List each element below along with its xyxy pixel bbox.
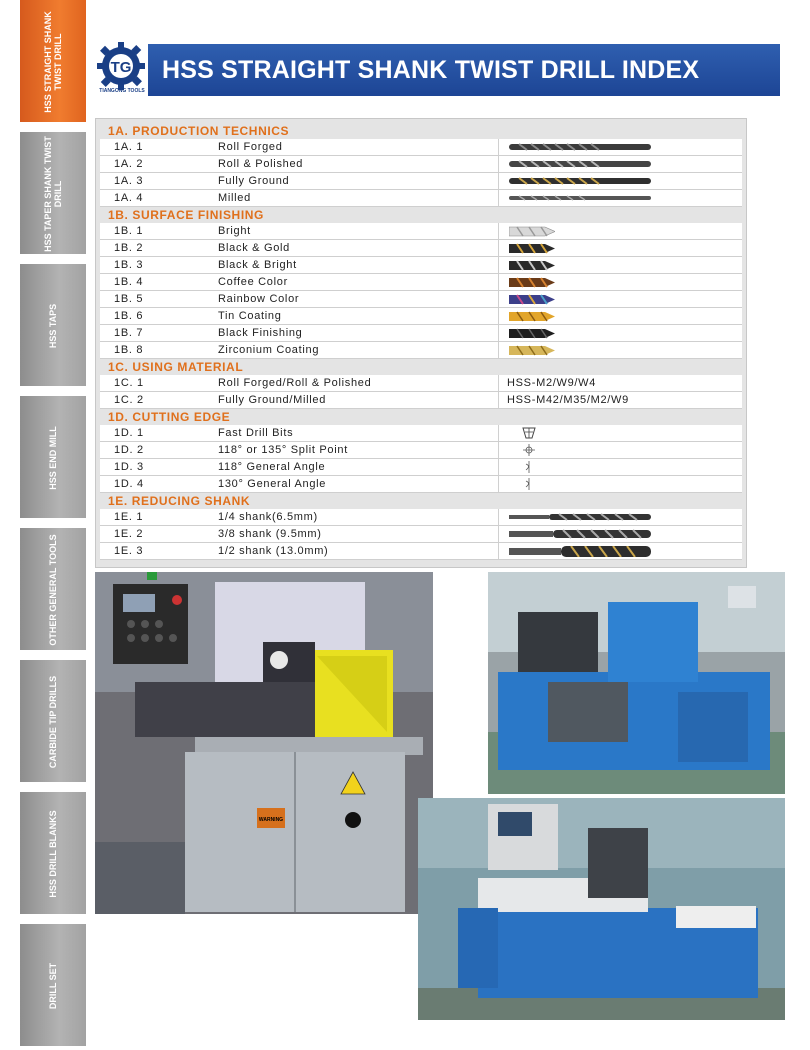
drill-tip-bright-icon bbox=[509, 226, 555, 237]
logo-mark: TG bbox=[110, 59, 132, 76]
row-code: 1C. 1 bbox=[114, 377, 144, 389]
split-point-icon bbox=[521, 443, 537, 457]
tab-label: OTHER GENERAL TOOLS bbox=[48, 534, 58, 646]
drill-tip-black-gold-icon bbox=[509, 243, 555, 254]
tab-label: DRILL SET bbox=[48, 962, 58, 1010]
row-code: 1B. 2 bbox=[114, 242, 144, 254]
table-row bbox=[100, 291, 742, 308]
table-row bbox=[100, 425, 742, 442]
long-drill-gold-icon bbox=[509, 176, 651, 186]
row-code: 1D. 1 bbox=[114, 427, 144, 439]
row-code: 1A. 3 bbox=[114, 175, 144, 187]
row-desc: Roll & Polished bbox=[218, 158, 304, 170]
tab-label: HSS TAPS bbox=[48, 303, 58, 349]
drill-tip-zirconium-icon bbox=[509, 345, 555, 356]
row-desc: 1/4 shank(6.5mm) bbox=[218, 511, 318, 523]
long-drill-dark-icon bbox=[509, 142, 651, 152]
table-row bbox=[100, 308, 742, 325]
row-code: 1E. 1 bbox=[114, 511, 144, 523]
general-angle-icon bbox=[521, 460, 537, 474]
material-text: HSS-M2/W9/W4 bbox=[507, 377, 597, 389]
row-desc: Fast Drill Bits bbox=[218, 427, 294, 439]
long-drill-thin-icon bbox=[509, 193, 651, 203]
row-desc: Black & Gold bbox=[218, 242, 290, 254]
reduced-shank-drill-icon bbox=[509, 529, 651, 539]
logo-text: TIANGONG TOOLS bbox=[99, 88, 145, 94]
row-code: 1B. 8 bbox=[114, 344, 144, 356]
material-text: HSS-M42/M35/M2/W9 bbox=[507, 394, 629, 406]
drill-tip-tin-icon bbox=[509, 311, 555, 322]
drill-tip-coffee-icon bbox=[509, 277, 555, 288]
fast-drill-point-icon bbox=[521, 426, 537, 440]
sidebar-nav bbox=[20, 0, 86, 1050]
row-desc: 118° or 135° Split Point bbox=[218, 444, 348, 456]
row-desc: Black & Bright bbox=[218, 259, 297, 271]
row-desc: Rainbow Color bbox=[218, 293, 300, 305]
section-heading: 1D. CUTTING EDGE bbox=[108, 410, 231, 424]
row-desc: Bright bbox=[218, 225, 251, 237]
drill-tip-black-bright-icon bbox=[509, 260, 555, 271]
row-desc: Black Finishing bbox=[218, 327, 303, 339]
machine-photo-bottom-right bbox=[418, 798, 785, 1020]
table-row bbox=[100, 392, 742, 409]
drill-tip-rainbow-icon bbox=[509, 294, 555, 305]
row-desc: 130° General Angle bbox=[218, 478, 327, 490]
table-row bbox=[100, 375, 742, 392]
tab-label: HSS STRAIGHT SHANK TWIST DRILL bbox=[43, 11, 63, 113]
row-desc: 1/2 shank (13.0mm) bbox=[218, 545, 329, 557]
table-row bbox=[100, 173, 742, 190]
index-table bbox=[95, 118, 747, 568]
row-desc: Roll Forged bbox=[218, 141, 283, 153]
row-code: 1B. 3 bbox=[114, 259, 144, 271]
table-row bbox=[100, 526, 742, 543]
tab-label: HSS END MILL bbox=[48, 426, 58, 490]
drill-tip-black-icon bbox=[509, 328, 555, 339]
row-code: 1B. 4 bbox=[114, 276, 144, 288]
row-code: 1E. 3 bbox=[114, 545, 144, 557]
table-row bbox=[100, 476, 742, 493]
reduced-shank-drill-icon bbox=[509, 512, 651, 522]
table-row bbox=[100, 342, 742, 359]
row-desc: Coffee Color bbox=[218, 276, 288, 288]
section-heading: 1E. REDUCING SHANK bbox=[108, 494, 251, 508]
row-code: 1B. 7 bbox=[114, 327, 144, 339]
row-code: 1A. 4 bbox=[114, 192, 144, 204]
row-desc: 3/8 shank (9.5mm) bbox=[218, 528, 322, 540]
tab-other-general-tools[interactable] bbox=[20, 528, 86, 652]
table-row bbox=[100, 543, 742, 560]
tab-label: HSS TAPER SHANK TWIST DRILL bbox=[43, 136, 63, 252]
table-row bbox=[100, 509, 742, 526]
table-row bbox=[100, 257, 742, 274]
row-desc: Tin Coating bbox=[218, 310, 282, 322]
warning-label: WARNING bbox=[258, 817, 284, 823]
row-code: 1E. 2 bbox=[114, 528, 144, 540]
section-heading: 1C. USING MATERIAL bbox=[108, 360, 244, 374]
table-row bbox=[100, 459, 742, 476]
row-desc: Zirconium Coating bbox=[218, 344, 320, 356]
table-row bbox=[100, 156, 742, 173]
tab-carbide-tip-drills[interactable] bbox=[20, 660, 86, 784]
row-desc: Fully Ground bbox=[218, 175, 290, 187]
tab-hss-end-mill[interactable] bbox=[20, 396, 86, 520]
row-code: 1D. 4 bbox=[114, 478, 144, 490]
table-row bbox=[100, 442, 742, 459]
section-heading: 1B. SURFACE FINISHING bbox=[108, 208, 264, 222]
row-code: 1D. 2 bbox=[114, 444, 144, 456]
table-row bbox=[100, 139, 742, 156]
row-code: 1B. 5 bbox=[114, 293, 144, 305]
table-row bbox=[100, 190, 742, 207]
row-desc: Roll Forged/Roll & Polished bbox=[218, 377, 372, 389]
row-desc: Fully Ground/Milled bbox=[218, 394, 327, 406]
tab-label: HSS DRILL BLANKS bbox=[48, 810, 58, 898]
tab-label: CARBIDE TIP DRILLS bbox=[48, 675, 58, 769]
row-code: 1A. 2 bbox=[114, 158, 144, 170]
long-drill-dark-icon bbox=[509, 159, 651, 169]
reduced-shank-drill-icon bbox=[509, 546, 651, 557]
tab-hss-taper-shank[interactable] bbox=[20, 132, 86, 256]
row-code: 1C. 2 bbox=[114, 394, 144, 406]
section-heading: 1A. PRODUCTION TECHNICS bbox=[108, 124, 290, 138]
tab-hss-straight-shank[interactable] bbox=[20, 0, 86, 124]
row-code: 1B. 1 bbox=[114, 225, 144, 237]
tab-hss-taps[interactable] bbox=[20, 264, 86, 388]
row-code: 1B. 6 bbox=[114, 310, 144, 322]
row-desc: Milled bbox=[218, 192, 251, 204]
table-row bbox=[100, 240, 742, 257]
page-title: HSS STRAIGHT SHANK TWIST DRILL INDEX bbox=[148, 44, 780, 96]
general-angle-icon bbox=[521, 477, 537, 491]
row-desc: 118° General Angle bbox=[218, 461, 326, 473]
tab-hss-drill-blanks[interactable] bbox=[20, 792, 86, 916]
table-row bbox=[100, 223, 742, 240]
row-code: 1D. 3 bbox=[114, 461, 144, 473]
machine-photo-left bbox=[95, 572, 433, 914]
row-code: 1A. 1 bbox=[114, 141, 144, 153]
machine-photo-top-right bbox=[488, 572, 785, 794]
table-row bbox=[100, 274, 742, 291]
table-row bbox=[100, 325, 742, 342]
tab-drill-set[interactable] bbox=[20, 924, 86, 1048]
